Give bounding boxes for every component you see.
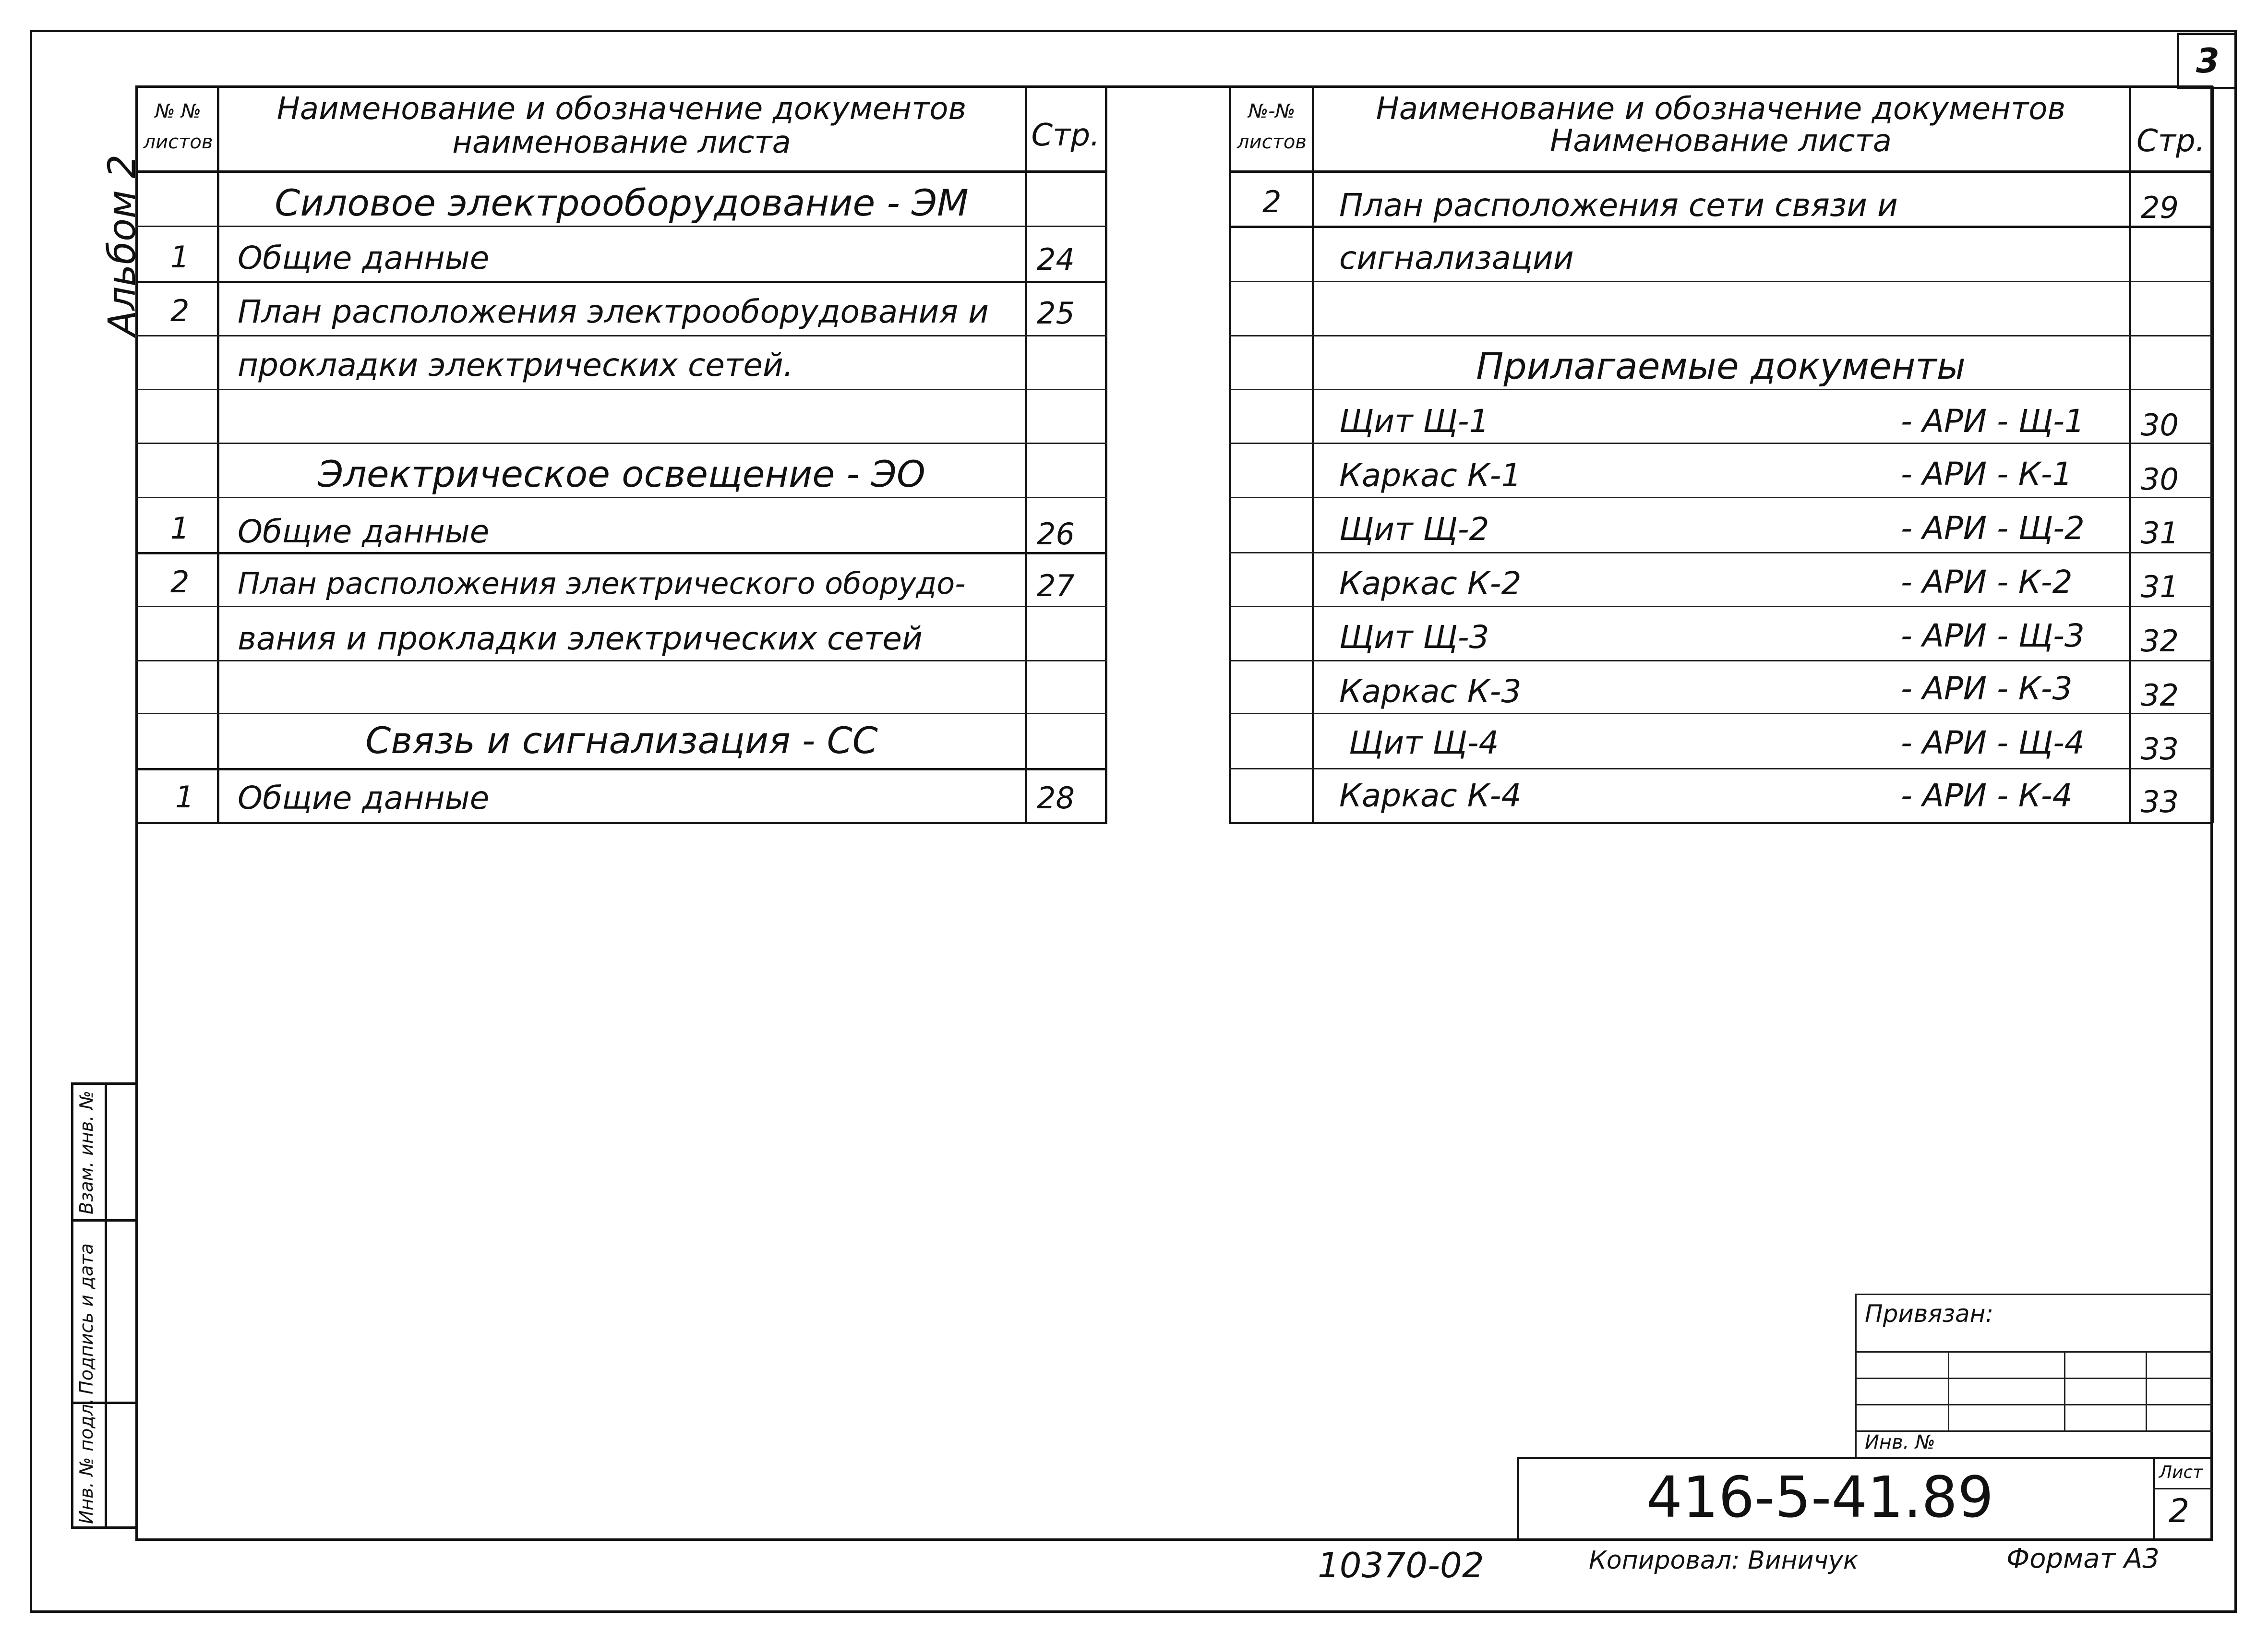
album-label: Альбом 2 bbox=[101, 154, 144, 336]
left-col-num-header: № № листов bbox=[143, 100, 213, 153]
left-row-num: 2 bbox=[170, 293, 190, 328]
right-row-text: План расположения сети связи и bbox=[1339, 187, 1898, 224]
left-row-text: Общие данные bbox=[238, 240, 490, 276]
right-row-code: - АРИ - К-4 bbox=[1901, 777, 2073, 814]
right-row-text: Щит Щ-1 bbox=[1339, 403, 1489, 440]
bound-label: Привязан: bbox=[1865, 1300, 1994, 1328]
right-row-text: Каркас К-2 bbox=[1339, 565, 1522, 602]
left-row-num: 1 bbox=[175, 780, 194, 815]
right-row-page: 33 bbox=[2141, 784, 2179, 819]
right-row-code: - АРИ - Щ-4 bbox=[1901, 724, 2085, 761]
format-label: Формат А3 bbox=[2006, 1543, 2160, 1574]
stamp-inv-replace: Взам. инв. № bbox=[76, 1090, 97, 1214]
left-row-page: 26 bbox=[1037, 516, 1075, 552]
order-number: 10370-02 bbox=[1318, 1545, 1484, 1585]
right-row-code: - АРИ - К-3 bbox=[1901, 670, 2073, 707]
right-row-text: сигнализации bbox=[1339, 240, 1574, 276]
right-col-num-header: №-№ листов bbox=[1237, 100, 1307, 153]
right-row-code: - АРИ - Щ-1 bbox=[1901, 403, 2085, 440]
left-row-num: 2 bbox=[170, 564, 190, 600]
left-col-page-header: Стр. bbox=[1031, 118, 1100, 153]
right-row-page: 30 bbox=[2141, 462, 2179, 497]
right-col-name-header-1: Наименование и обозначение документов bbox=[1376, 91, 2066, 127]
right-row-page: 29 bbox=[2141, 190, 2179, 225]
right-row-code: - АРИ - К-2 bbox=[1901, 564, 2073, 600]
right-row-text: Каркас К-1 bbox=[1339, 457, 1522, 494]
left-row-text: План расположения электрического оборудо- bbox=[238, 566, 966, 601]
left-row-page: 25 bbox=[1037, 296, 1075, 331]
left-row-num: 1 bbox=[170, 240, 190, 275]
sheet-label: Лист bbox=[2159, 1463, 2203, 1482]
right-row-page: 32 bbox=[2141, 678, 2179, 713]
right-row-text: Щит Щ-4 bbox=[1349, 724, 1499, 761]
right-row-code: - АРИ - К-1 bbox=[1901, 456, 2073, 492]
left-row-page: 24 bbox=[1037, 242, 1075, 277]
right-row-page: 33 bbox=[2141, 732, 2179, 767]
right-row-page: 31 bbox=[2141, 516, 2179, 551]
right-row-num: 2 bbox=[1262, 184, 1282, 219]
left-col-name-header-2: наименование листа bbox=[452, 125, 791, 160]
stamp-sign-date: Подпись и дата bbox=[76, 1243, 97, 1394]
right-row-text: Щит Щ-2 bbox=[1339, 511, 1489, 548]
sheet-number: 3 bbox=[2196, 41, 2220, 81]
left-row-text: прокладки электрических сетей. bbox=[238, 347, 793, 384]
left-section-title: Электрическое освещение - ЭО bbox=[318, 453, 925, 495]
stamp-inv-orig: Инв. № подл. bbox=[76, 1398, 97, 1524]
right-col-page-header: Стр. bbox=[2136, 123, 2205, 159]
right-row-page: 30 bbox=[2141, 408, 2179, 443]
right-section-title: Прилагаемые документы bbox=[1476, 345, 1966, 387]
left-section-title: Силовое электрооборудование - ЭМ bbox=[275, 181, 969, 224]
sheet-value: 2 bbox=[2169, 1492, 2190, 1530]
right-row-page: 32 bbox=[2141, 624, 2179, 659]
left-row-text: Общие данные bbox=[238, 780, 490, 816]
left-row-num: 1 bbox=[170, 511, 190, 546]
left-section-title: Связь и сигнализация - СС bbox=[365, 719, 878, 762]
left-col-name-header-1: Наименование и обозначение документов bbox=[276, 91, 967, 127]
left-row-text: План расположения электрооборудования и bbox=[238, 293, 989, 330]
right-row-text: Каркас К-4 bbox=[1339, 777, 1522, 814]
right-col-name-header-2: Наименование листа bbox=[1550, 123, 1892, 159]
copied-by: Копировал: Виничук bbox=[1589, 1546, 1859, 1575]
left-row-page: 27 bbox=[1037, 568, 1075, 603]
left-row-text: вания и прокладки электрических сетей bbox=[238, 620, 923, 657]
inv-label: Инв. № bbox=[1865, 1431, 1935, 1453]
right-row-text: Щит Щ-3 bbox=[1339, 619, 1489, 656]
doc-code: 416-5-41.89 bbox=[1646, 1464, 1994, 1530]
right-row-code: - АРИ - Щ-2 bbox=[1901, 510, 2085, 547]
right-row-page: 31 bbox=[2141, 569, 2179, 604]
left-row-text: Общие данные bbox=[238, 513, 490, 550]
left-row-page: 28 bbox=[1037, 780, 1075, 816]
right-row-code: - АРИ - Щ-3 bbox=[1901, 617, 2085, 654]
right-row-text: Каркас К-3 bbox=[1339, 673, 1522, 710]
